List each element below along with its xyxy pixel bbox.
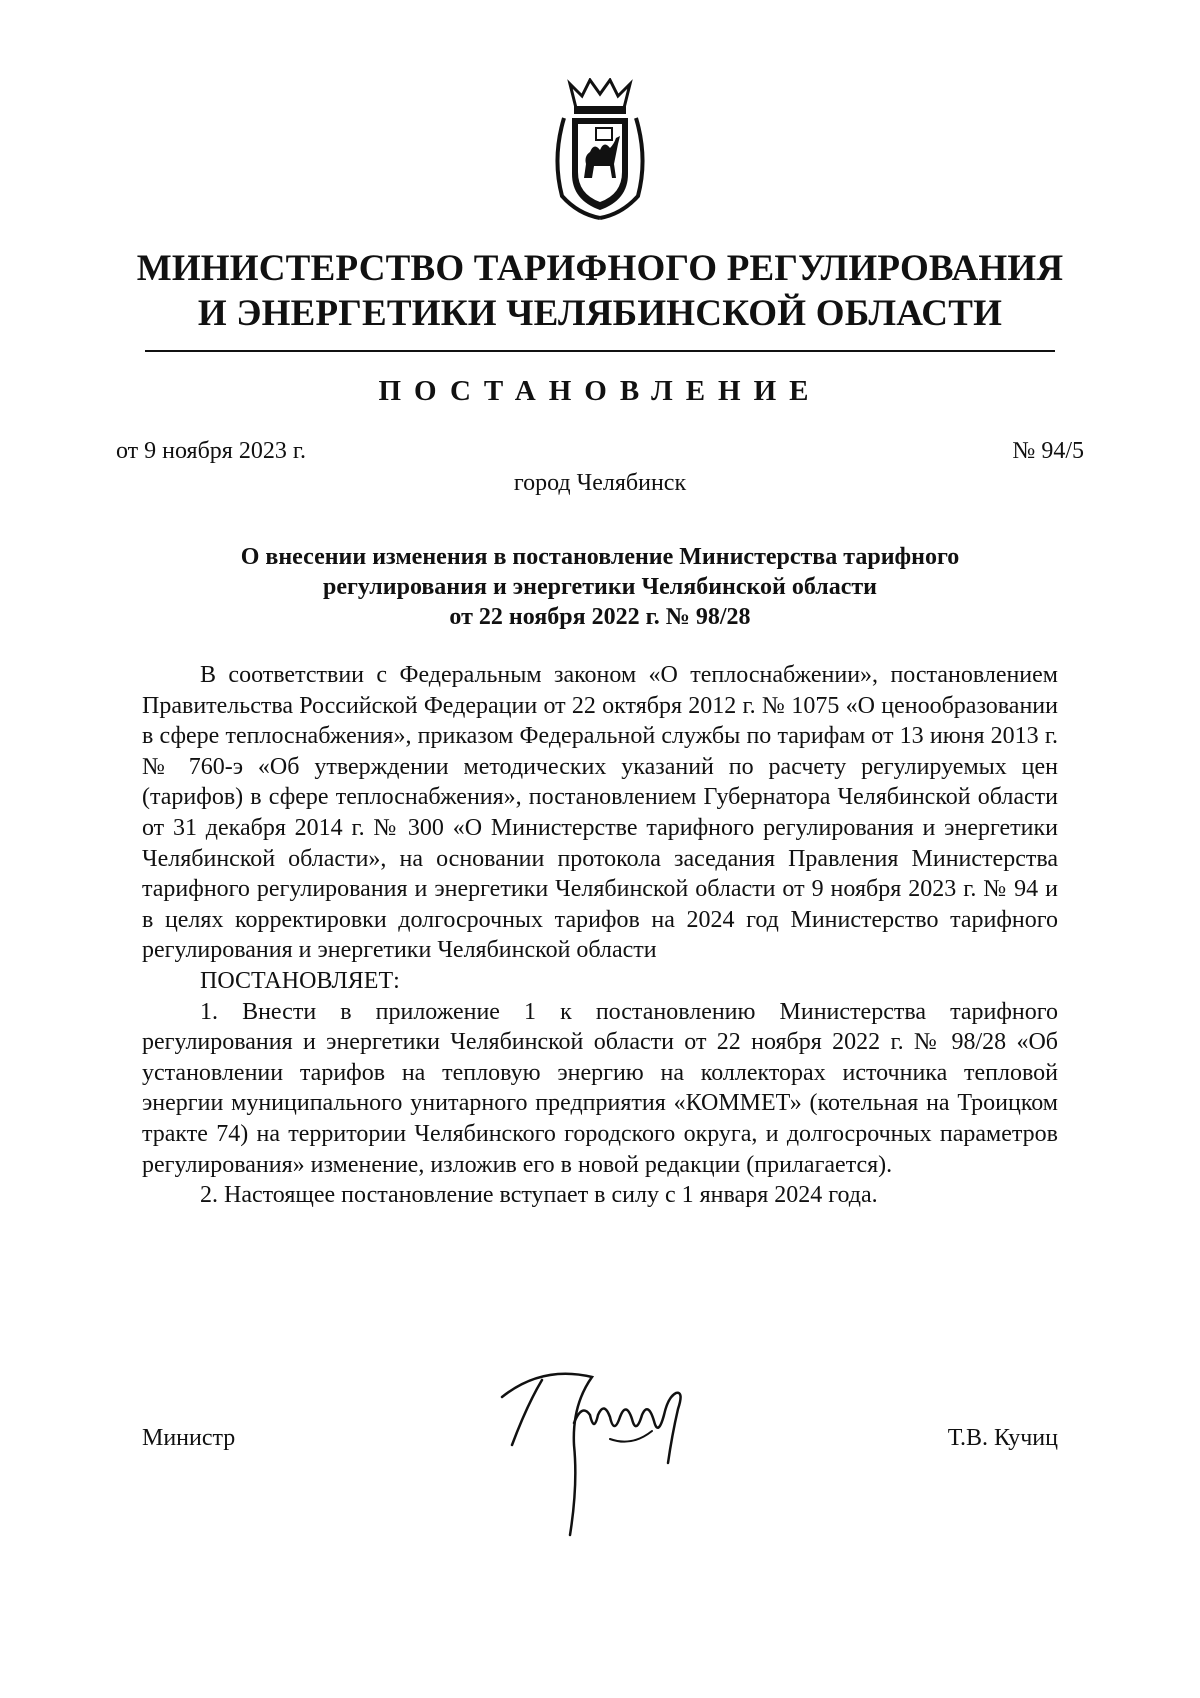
signatory-position: Министр — [142, 1425, 236, 1451]
preamble-paragraph: В соответствии с Федеральным законом «О теплоснабжении», постановлением Правительства Российской Федерации от 22 октября 2012 г. № 1075 «О ценообразовании в сфере теплоснабжения», приказом Федеральной службы по тарифам от 13 июня 2013 г. № 760-э «Об утверждении методических указаний по расчету регулируемых цен (тарифов) в сфере теплоснабжения», постановлением Губернатора Челябинской области от 31 декабря 2014 г. № 300 «О Министерстве тарифного регулирования и энергетики Челябинской области», на основании протокола заседания Правления Министерства тарифного регулирования и энергетики Челябинской области от 9 ноября 2023 г. № 94 и в целях корректировки долгосрочных тарифов на 2024 год Министерство тарифного регулирования и энергетики Челябинской области — [142, 662, 1058, 964]
document-type: ПОСТАНОВЛЕНИЕ — [378, 375, 822, 407]
ministry-name — [120, 246, 1080, 336]
decree-keyword: ПОСТАНОВЛЯЕТ: — [200, 967, 400, 994]
ministry-name-line-1: МИНИСТЕРСТВО ТАРИФНОГО РЕГУЛИРОВАНИЯ — [136, 248, 1064, 289]
subject-line-1: О внесении изменения в постановление Министерства тарифного — [240, 544, 960, 570]
item-2-paragraph: 2. Настоящее постановление вступает в силу с 1 января 2024 года. — [200, 1182, 878, 1209]
document-number: № 94/5 — [1012, 438, 1084, 464]
subject-line-2: регулирования и энергетики Челябинской области — [323, 574, 877, 600]
ministry-name-line-2: И ЭНЕРГЕТИКИ ЧЕЛЯБИНСКОЙ ОБЛАСТИ — [197, 293, 1003, 334]
signature-block — [142, 1395, 1058, 1545]
item-1-paragraph: 1. Внести в приложение 1 к постановлению Министерства тарифного регулирования и энергетики Челябинской области от 22 ноября 2022 г. № 98/28 «Об установлении тарифов на тепловую энергию на коллекторах источника тепловой энергии муниципального унитарного предприятия «КОММЕТ» (котельная на Троицком тракте 74) на территории Челябинского городского округа, и долгосрочных параметров регулирования» изменение, изложив его в новой редакции (прилагается). — [142, 998, 1058, 1178]
document-date: от 9 ноября 2023 г. — [116, 438, 306, 464]
signatory-name: Т.В. Кучиц — [947, 1425, 1058, 1451]
document-subject — [150, 542, 1050, 632]
header-divider — [145, 350, 1055, 352]
document-body — [142, 660, 1058, 1211]
document-city: город Челябинск — [513, 470, 687, 496]
subject-line-3: от 22 ноября 2022 г. № 98/28 — [449, 604, 751, 630]
coat-of-arms-icon — [548, 78, 652, 220]
handwritten-signature — [482, 1335, 732, 1545]
